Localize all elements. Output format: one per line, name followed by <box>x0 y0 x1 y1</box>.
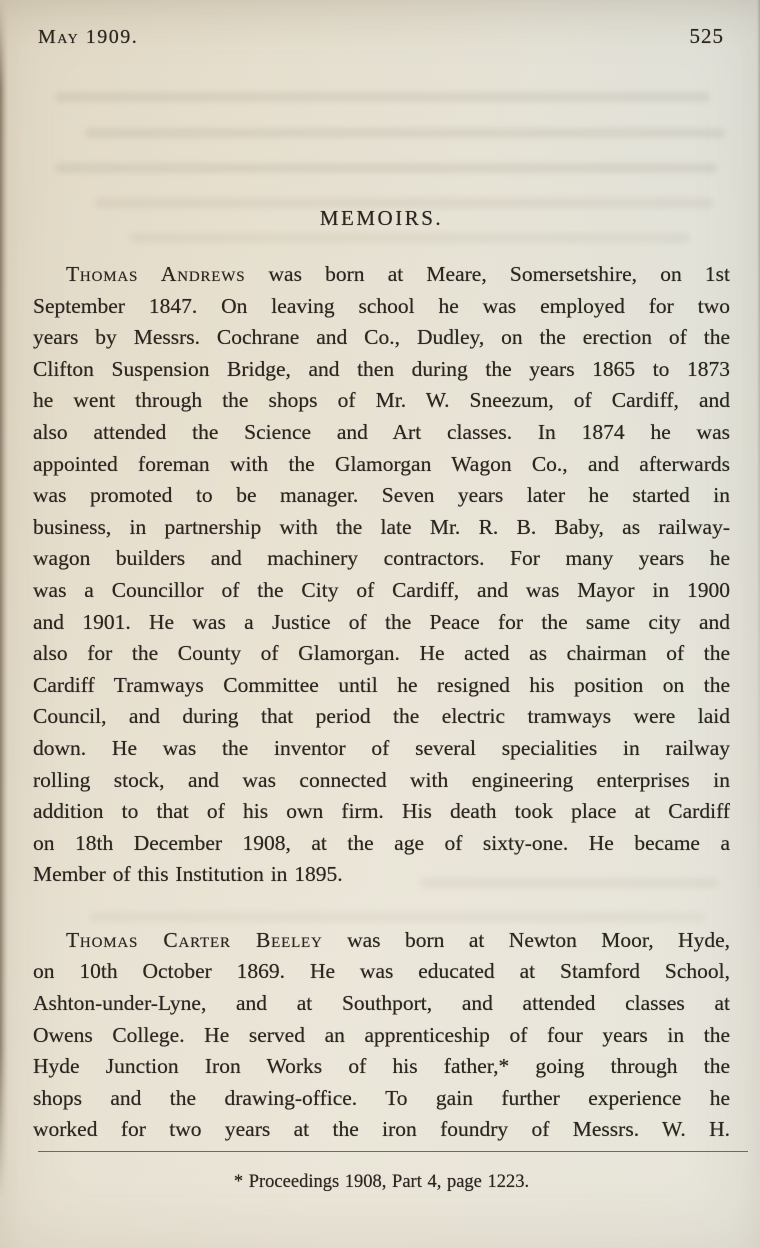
footnote-text: * Proceedings 1908, Part 4, page 1223. <box>233 1172 530 1192</box>
text-line: was promoted to be manager. Seven years later he started in <box>33 483 730 508</box>
bleedthrough-line <box>85 128 725 138</box>
text-line: on 18th December 1908, at the age of sixty-one. He became a <box>33 830 730 855</box>
text-line: shops and the drawing-office. To gain further experience he <box>33 1085 730 1110</box>
text-line: wagon builders and machinery contractors. For many years he <box>33 546 730 571</box>
text-line: appointed foreman with the Glamorgan Wagon Co., and afterwards <box>33 451 730 476</box>
text-line: Owens College. He served an apprenticeship of four years in the <box>33 1022 730 1047</box>
text-line: years by Messrs. Cochrane and Co., Dudley, on the erection of the <box>33 325 730 350</box>
text-line-rest: was born at Newton Moor, Hyde, <box>322 927 730 952</box>
text-line: Member of this Institution in 1895. <box>33 862 343 887</box>
memoir-paragraph-beeley <box>33 925 730 1146</box>
page-body <box>33 259 730 1146</box>
page-number: 525 <box>689 24 724 48</box>
bleedthrough-line <box>55 163 717 173</box>
text-line: business, in partnership with the late Mr. R. B. Baby, as railway- <box>33 514 730 539</box>
text-line: worked for two years at the iron foundry of Messrs. W. H. <box>33 1117 730 1142</box>
text-line: Ashton-under-Lyne, and at Southport, and attended classes at <box>33 991 730 1016</box>
text-line-rest: was born at Meare, Somersetshire, on 1st <box>245 262 730 286</box>
page-gutter-shadow <box>0 0 8 1248</box>
text-line: also for the County of Glamorgan. He acted as chairman of the <box>33 641 730 666</box>
text-line: Cardiff Tramways Committee until he resigned his position on the <box>33 672 730 697</box>
text-line: down. He was the inventor of several specialities in railway <box>33 735 730 760</box>
bleedthrough-line <box>55 92 710 102</box>
text-line <box>33 259 730 291</box>
running-header <box>38 24 724 49</box>
text-line <box>33 925 730 957</box>
bleedthrough-line <box>130 233 690 243</box>
text-line: he went through the shops of Mr. W. Sneezum, of Cardiff, and <box>33 388 730 413</box>
text-line: addition to that of his own firm. His death took place at Cardiff <box>33 799 730 824</box>
text-line: and 1901. He was a Justice of the Peace for the same city and <box>33 609 730 634</box>
text-line: Hyde Junction Iron Works of his father,* going through the <box>33 1054 730 1079</box>
text-line: Clifton Suspension Bridge, and then during the years 1865 to 1873 <box>33 356 730 381</box>
header-date: May 1909. <box>38 26 139 48</box>
memoir-paragraph-andrews <box>33 259 730 891</box>
text-line: was a Councillor of the City of Cardiff, and was Mayor in 1900 <box>33 577 730 602</box>
memoir-subject-name: Thomas Andrews <box>66 262 246 286</box>
footnote-rule <box>38 1151 748 1152</box>
text-line: on 10th October 1869. He was educated at Stamford School, <box>33 959 730 984</box>
text-line: Council, and during that period the electric tramways were laid <box>33 704 730 729</box>
text-line: also attended the Science and Art classes. In 1874 he was <box>33 419 730 444</box>
memoir-subject-name: Thomas Carter Beeley <box>66 927 323 952</box>
text-line: September 1847. On leaving school he was employed for two <box>33 293 730 318</box>
page-title: MEMOIRS. <box>319 206 444 230</box>
text-line: rolling stock, and was connected with engineering enterprises in <box>33 767 730 792</box>
